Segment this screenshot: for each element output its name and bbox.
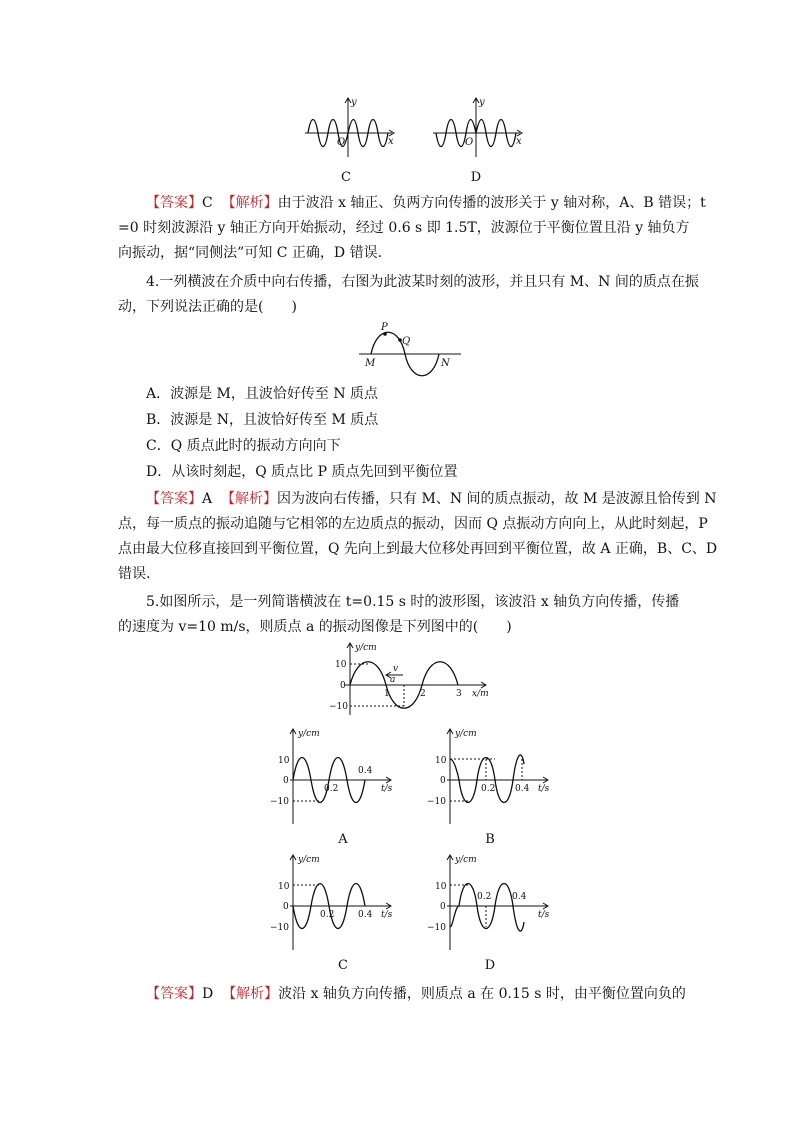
svg-text:N: N bbox=[441, 358, 450, 369]
q5-option-b-graph bbox=[425, 726, 555, 826]
svg-text:y/cm: y/cm bbox=[298, 729, 320, 739]
q5-option-a-caption: A bbox=[338, 832, 348, 847]
svg-text:−10: −10 bbox=[329, 702, 348, 712]
svg-text:t/s: t/s bbox=[538, 784, 550, 794]
q5-stem-line1: 5.如图所示，是一列简谐横波在 t=0.15 s 时的波形图，该波沿 x 轴负方向传播，传播 bbox=[146, 594, 680, 610]
svg-text:Q: Q bbox=[402, 336, 411, 347]
q5-option-a-graph bbox=[268, 726, 398, 826]
svg-text:O: O bbox=[465, 137, 474, 148]
svg-text:10: 10 bbox=[278, 756, 290, 766]
svg-text:−10: −10 bbox=[427, 923, 446, 933]
answer-tag: 【答案】 bbox=[146, 986, 202, 1002]
answer-choice: A bbox=[202, 491, 213, 507]
svg-text:y: y bbox=[479, 97, 485, 108]
svg-text:t/s: t/s bbox=[538, 910, 550, 920]
answer-tag: 【答案】 bbox=[146, 491, 202, 507]
graph-d bbox=[428, 95, 528, 160]
svg-text:0: 0 bbox=[440, 902, 446, 912]
svg-text:0: 0 bbox=[440, 776, 446, 786]
svg-text:y/cm: y/cm bbox=[455, 729, 477, 739]
svg-text:t/s: t/s bbox=[381, 784, 393, 794]
q4-stem-line1: 4.一列横波在介质中向右传播，右图为此波某时刻的波形，并且只有 M、N 间的质点在振 bbox=[146, 274, 699, 290]
svg-text:0.2: 0.2 bbox=[320, 910, 335, 920]
svg-text:2: 2 bbox=[420, 689, 426, 699]
svg-text:0.4: 0.4 bbox=[358, 766, 373, 776]
q5-option-c-graph bbox=[268, 852, 398, 952]
q3-answer-line2: =0 时刻波源沿 y 轴正方向开始振动，经过 0.6 s 即 1.5T，波源位于平衡位置且沿 y 轴负方 bbox=[118, 220, 690, 236]
svg-text:10: 10 bbox=[435, 756, 447, 766]
svg-text:t/s: t/s bbox=[381, 910, 393, 920]
q4-answer-line3: 点由最大位移直接回到平衡位置，Q 先向上到最大位移处再回到平衡位置，故 A 正确，B、C、D bbox=[118, 541, 718, 557]
svg-text:10: 10 bbox=[335, 660, 347, 670]
svg-text:1: 1 bbox=[384, 689, 390, 699]
svg-text:y/cm: y/cm bbox=[355, 643, 377, 653]
svg-text:M: M bbox=[365, 358, 376, 369]
q5-answer-line1: 【答案】D 【解析】波沿 x 轴负方向传播，则质点 a 在 0.15 s 时，由平衡位置向负的 bbox=[146, 986, 686, 1002]
q5-wave-graph bbox=[325, 640, 495, 720]
analysis-tag: 【解析】 bbox=[221, 195, 278, 211]
svg-text:3: 3 bbox=[456, 689, 462, 699]
svg-text:0.4: 0.4 bbox=[512, 892, 527, 902]
q5-stem-line2: 的速度为 v=10 m/s，则质点 a 的振动图像是下列图中的( ) bbox=[118, 619, 512, 635]
q5-option-d-graph bbox=[425, 852, 555, 952]
answer-choice: C bbox=[202, 195, 213, 211]
q4-option-d: D．从该时刻起，Q 质点比 P 质点先回到平衡位置 bbox=[146, 464, 458, 480]
svg-text:0.2: 0.2 bbox=[324, 784, 339, 794]
svg-text:−10: −10 bbox=[270, 923, 289, 933]
q5-option-b-caption: B bbox=[485, 832, 495, 847]
svg-text:0: 0 bbox=[283, 776, 289, 786]
svg-text:O: O bbox=[337, 137, 346, 148]
svg-text:0.2: 0.2 bbox=[481, 784, 496, 794]
answer-choice: D bbox=[202, 986, 214, 1002]
answer-tag: 【答案】 bbox=[146, 195, 202, 211]
svg-text:y/cm: y/cm bbox=[455, 855, 477, 865]
svg-text:0.2: 0.2 bbox=[477, 892, 492, 902]
q4-option-a: A．波源是 M，且波恰好传至 N 质点 bbox=[146, 386, 379, 402]
graph-c bbox=[300, 95, 400, 160]
q5-option-d-caption: D bbox=[484, 958, 496, 973]
graph-c-caption: C bbox=[341, 170, 351, 185]
svg-text:−10: −10 bbox=[427, 797, 446, 807]
q4-option-b: B．波源是 N，且波恰好传至 M 质点 bbox=[146, 412, 379, 428]
svg-text:0: 0 bbox=[340, 681, 346, 691]
curve bbox=[450, 884, 524, 932]
analysis-tag: 【解析】 bbox=[221, 491, 278, 507]
q4-stem-line2: 动，下列说法正确的是( ) bbox=[118, 299, 297, 315]
curve bbox=[450, 755, 524, 803]
svg-text:10: 10 bbox=[278, 882, 290, 892]
svg-text:10: 10 bbox=[435, 882, 447, 892]
svg-text:x: x bbox=[388, 136, 394, 147]
q4-answer-line1: 【答案】A 【解析】因为波向右传播，只有 M、N 间的质点振动，故 M 是波源且恰传到 N bbox=[146, 491, 717, 507]
svg-text:v: v bbox=[393, 664, 399, 674]
q3-answer-line1: 【答案】C 【解析】由于波沿 x 轴正、负两方向传播的波形关于 y 轴对称，A、B 错误；t bbox=[146, 195, 706, 211]
analysis-tag: 【解析】 bbox=[222, 986, 279, 1002]
svg-text:0: 0 bbox=[283, 902, 289, 912]
svg-text:x: x bbox=[516, 136, 522, 147]
q3-answer-line3: 向振动，据“同侧法”可知 C 正确，D 错误. bbox=[118, 245, 383, 261]
svg-text:y/cm: y/cm bbox=[298, 855, 320, 865]
q5-option-c-caption: C bbox=[338, 958, 348, 973]
q4-answer-line4: 错误. bbox=[118, 566, 151, 582]
svg-text:−10: −10 bbox=[270, 797, 289, 807]
q4-answer-line2: 点，每一质点的振动追随与它相邻的左边质点的振动，因而 Q 点振动方向向上，从此时刻起，P bbox=[118, 516, 708, 532]
svg-text:P: P bbox=[381, 322, 388, 333]
q4-wave-figure bbox=[355, 320, 465, 372]
graph-d-caption: D bbox=[470, 170, 482, 185]
q4-option-c: C．Q 质点此时的振动方向向下 bbox=[146, 438, 341, 454]
svg-text:0.4: 0.4 bbox=[358, 910, 373, 920]
svg-text:a: a bbox=[390, 675, 396, 685]
svg-text:y: y bbox=[351, 97, 357, 108]
svg-text:x/m: x/m bbox=[472, 689, 489, 699]
svg-text:0.4: 0.4 bbox=[515, 784, 530, 794]
